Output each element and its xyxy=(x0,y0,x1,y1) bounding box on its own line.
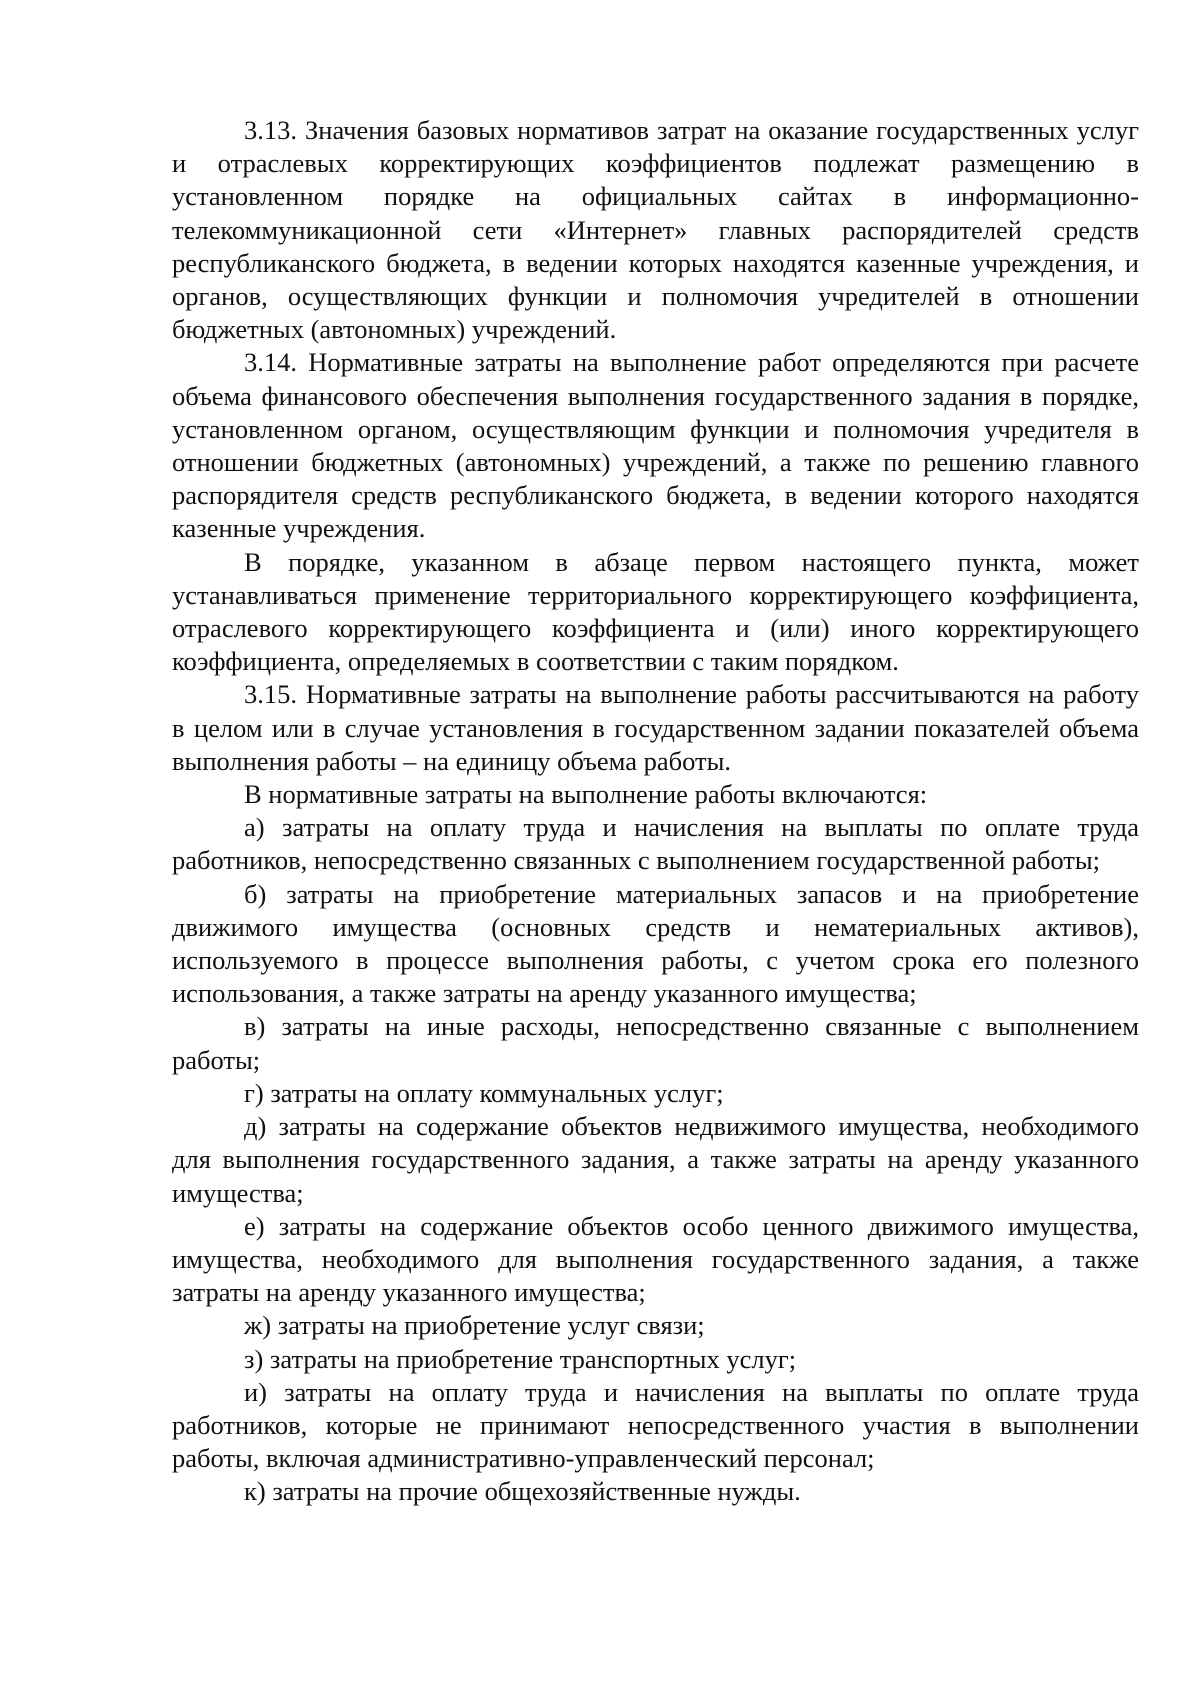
paragraph-3-15: 3.15. Нормативные затраты на выполнение работы рассчитываются на работу в целом или в случае установления в государственном задании показателей объема выполнения работы – на единицу объема работы. xyxy=(172,679,1139,776)
list-item-i: и) затраты на оплату труда и начисления на выплаты по оплате труда работников, которые не принимают непосредственного участия в выполнении работы, включая административно-управленческий персонал; xyxy=(172,1376,1139,1474)
list-item-d: д) затраты на содержание объектов недвижимого имущества, необходимого для выполнения государственного задания, а также затраты на аренду указанного имущества; xyxy=(172,1111,1139,1208)
list-item-a: а) затраты на оплату труда и начисления на выплаты по оплате труда работников, непосредственно связанных с выполнением государственной работы; xyxy=(172,812,1139,876)
list-item-g: г) затраты на оплату коммунальных услуг; xyxy=(244,1077,724,1108)
paragraph-3-13: 3.13. Значения базовых нормативов затрат на оказание государственных услуг и отраслевых корректирующих коэффициентов подлежат размещению в установленном порядке на официальных сайтах в информационно-телекоммуникационной сети «Интернет» главных распорядителей средств республиканского бюджета, в ведении которых находятся казенные учреждения, и органов, осуществляющих функции и полномочия учредителей в отношении бюджетных (автономных) учреждений. xyxy=(172,115,1139,345)
list-item-b: б) затраты на приобретение материальных запасов и на приобретение движимого имущества (основных средств и нематериальных активов), используемого в процессе выполнения работы, с учетом срока его полезного использования, а также затраты на аренду указанного имущества; xyxy=(172,878,1139,1009)
list-item-e: е) затраты на содержание объектов особо ценного движимого имущества, имущества, необходимого для выполнения государственного задания, а также затраты на аренду указанного имущества; xyxy=(172,1210,1139,1308)
paragraph-3-14-second: В порядке, указанном в абзаце первом настоящего пункта, может устанавливаться применение территориального корректирующего коэффициента, отраслевого корректирующего коэффициента и (или) иного корректирующего коэффициента, определяемых в соответствии с таким порядком. xyxy=(172,546,1139,677)
list-item-v: в) затраты на иные расходы, непосредственно связанные с выполнением работы; xyxy=(172,1011,1139,1075)
paragraph-3-14: 3.14. Нормативные затраты на выполнение работ определяются при расчете объема финансового обеспечения выполнения государственного задания в порядке, установленном органом, осуществляющим функции и полномочия учредителя в отношении бюджетных (автономных) учреждений, а также по решению главного распорядителя средств республиканского бюджета, в ведении которого находятся казенные учреждения. xyxy=(172,347,1139,544)
paragraph-3-15-intro: В нормативные затраты на выполнение работы включаются: xyxy=(244,779,928,810)
list-item-k: к) затраты на прочие общехозяйственные нужды. xyxy=(244,1476,801,1507)
list-item-zh: ж) затраты на приобретение услуг связи; xyxy=(244,1310,705,1341)
document-page xyxy=(172,114,1139,1509)
list-item-z: з) затраты на приобретение транспортных услуг; xyxy=(244,1343,797,1374)
